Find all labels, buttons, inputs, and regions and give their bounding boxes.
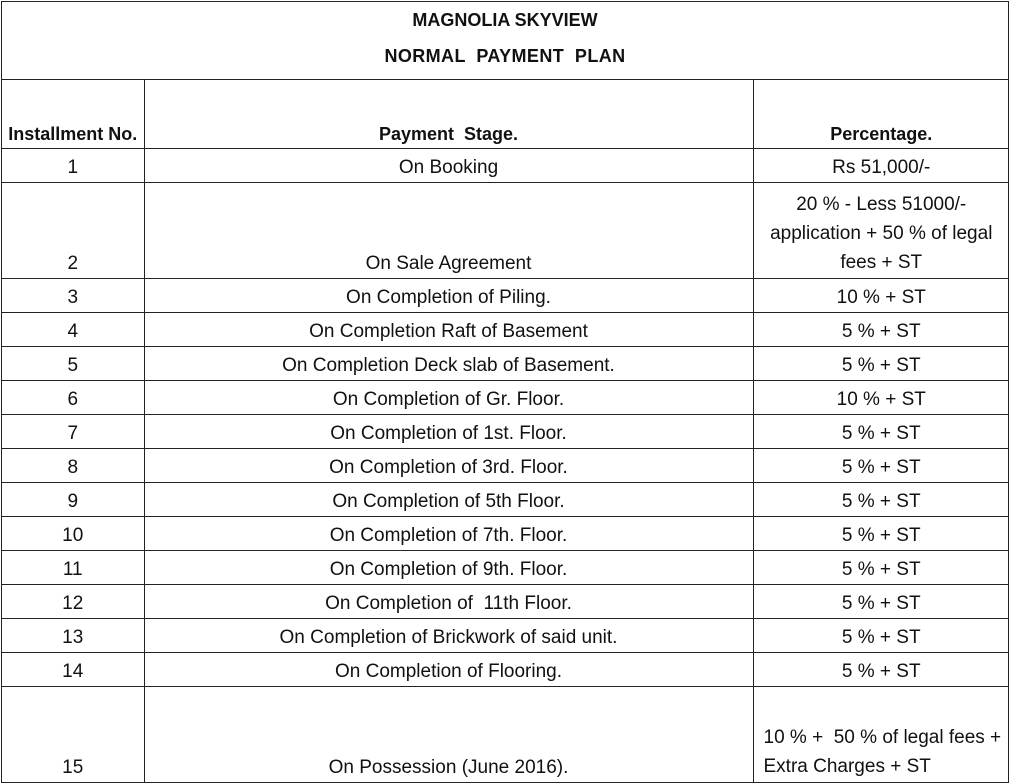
header-percentage: Percentage.: [753, 80, 1009, 148]
percentage: 5 % + ST: [753, 312, 1009, 346]
percentage: 5 % + ST: [753, 414, 1009, 448]
percentage: 5 % + ST: [753, 448, 1009, 482]
installment-no: 15: [2, 686, 144, 782]
table-row: [2, 448, 1009, 482]
percentage: 10 % + ST: [753, 278, 1009, 312]
installment-no: 9: [2, 482, 144, 516]
payment-plan-document: [1, 1, 1009, 783]
payment-stage: On Completion of Brickwork of said unit.: [144, 618, 753, 652]
project-title: MAGNOLIA SKYVIEW: [412, 10, 598, 30]
table-row: [2, 550, 1009, 584]
payment-stage: On Completion Raft of Basement: [144, 312, 753, 346]
table-row: [2, 516, 1009, 550]
payment-stage: On Completion of 9th. Floor.: [144, 550, 753, 584]
installment-no: 7: [2, 414, 144, 448]
installment-no: 12: [2, 584, 144, 618]
plan-subtitle: NORMAL PAYMENT PLAN: [384, 46, 626, 66]
payment-stage: On Completion Deck slab of Basement.: [144, 346, 753, 380]
percentage: Rs 51,000/-: [753, 148, 1009, 182]
table-row: [2, 652, 1009, 686]
payment-stage: On Completion of 3rd. Floor.: [144, 448, 753, 482]
installment-no: 10: [2, 516, 144, 550]
table-row: [2, 482, 1009, 516]
percentage: 5 % + ST: [753, 516, 1009, 550]
payment-stage: On Possession (June 2016).: [144, 686, 753, 782]
payment-stage: On Completion of Flooring.: [144, 652, 753, 686]
header-payment-stage: Payment Stage.: [144, 80, 753, 148]
installment-no: 8: [2, 448, 144, 482]
table-row: [2, 148, 1009, 182]
percentage: 5 % + ST: [753, 584, 1009, 618]
table-row: [2, 312, 1009, 346]
table-row: [2, 346, 1009, 380]
installment-no: 11: [2, 550, 144, 584]
installment-no: 13: [2, 618, 144, 652]
payment-stage: On Completion of 7th. Floor.: [144, 516, 753, 550]
installment-no: 1: [2, 148, 144, 182]
percentage: 10 % + ST: [753, 380, 1009, 414]
installment-no: 3: [2, 278, 144, 312]
payment-plan-table: [2, 80, 1009, 783]
table-row: [2, 414, 1009, 448]
installment-no: 6: [2, 380, 144, 414]
payment-stage: On Completion of 1st. Floor.: [144, 414, 753, 448]
installment-no: 4: [2, 312, 144, 346]
percentage: 5 % + ST: [753, 550, 1009, 584]
installment-no: 5: [2, 346, 144, 380]
table-row: [2, 278, 1009, 312]
installment-no: 14: [2, 652, 144, 686]
table-row: [2, 380, 1009, 414]
title-block: [2, 2, 1008, 80]
percentage: 5 % + ST: [753, 346, 1009, 380]
percentage: 5 % + ST: [753, 652, 1009, 686]
table-row: [2, 618, 1009, 652]
percentage: 20 % - Less 51000/- application + 50 % of legal fees + ST: [753, 182, 1009, 278]
table-header-row: [2, 80, 1009, 148]
payment-stage: On Completion of 11th Floor.: [144, 584, 753, 618]
payment-stage: On Completion of 5th Floor.: [144, 482, 753, 516]
table-row: [2, 584, 1009, 618]
payment-stage: On Completion of Gr. Floor.: [144, 380, 753, 414]
percentage: 10 % + 50 % of legal fees + Extra Charges + ST: [753, 686, 1009, 782]
payment-stage: On Completion of Piling.: [144, 278, 753, 312]
payment-stage: On Sale Agreement: [144, 182, 753, 278]
table-row: [2, 182, 1009, 278]
percentage: 5 % + ST: [753, 618, 1009, 652]
percentage: 5 % + ST: [753, 482, 1009, 516]
installment-no: 2: [2, 182, 144, 278]
header-installment-no: Installment No.: [2, 80, 144, 148]
payment-stage: On Booking: [144, 148, 753, 182]
